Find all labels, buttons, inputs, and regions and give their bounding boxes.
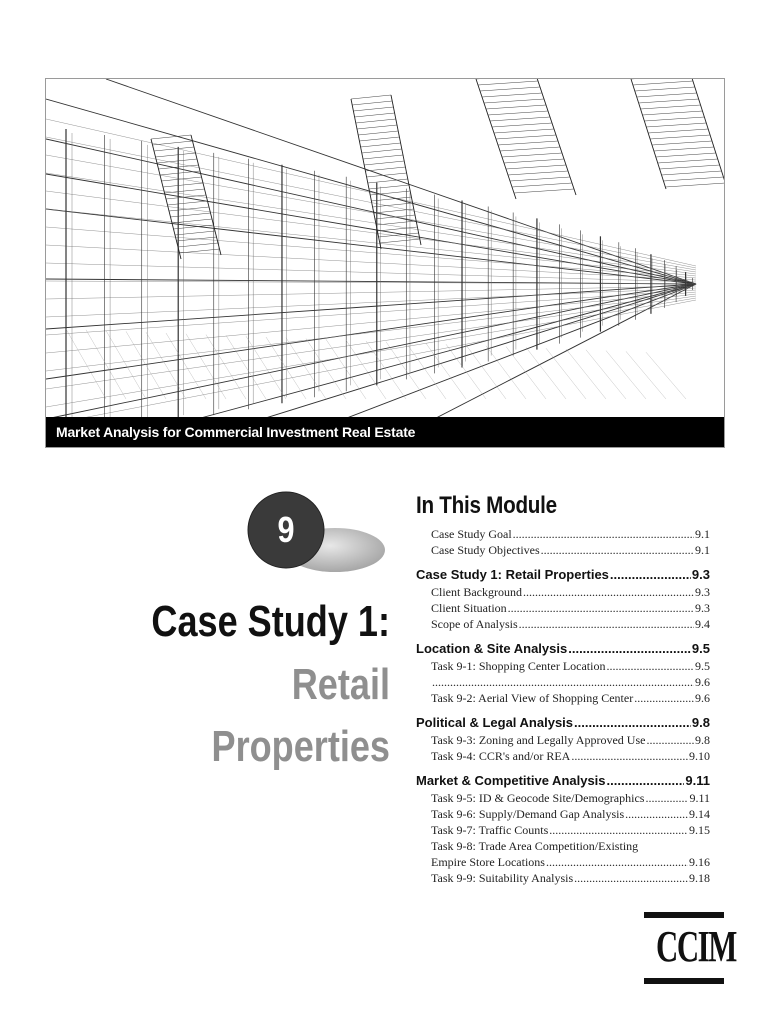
toc-entry-label: Case Study Goal xyxy=(431,527,512,541)
toc-entry xyxy=(416,542,710,558)
page-title-line3: Properties xyxy=(211,722,390,771)
toc-entry-label: Case Study Objectives xyxy=(431,543,540,557)
leader-dots xyxy=(645,790,688,806)
leader-dots xyxy=(625,806,688,822)
toc-entry-page: 9.4 xyxy=(695,617,710,631)
toc-entry xyxy=(416,600,710,616)
toc-entry-page: 9.14 xyxy=(689,807,710,821)
toc-entry-label: Scope of Analysis xyxy=(431,617,518,631)
toc-entry-page: 9.8 xyxy=(695,733,710,747)
toc-entry-label: Task 9-6: Supply/Demand Gap Analysis xyxy=(431,807,625,821)
toc-entry-label: Task 9-7: Traffic Counts xyxy=(431,823,549,837)
leader-dots xyxy=(610,566,691,584)
toc-entry-label: Client Background xyxy=(431,585,522,599)
leader-dots xyxy=(519,616,694,632)
toc-entry xyxy=(416,790,710,806)
toc-section-label: Location & Site Analysis xyxy=(416,641,568,656)
toc-entry xyxy=(416,806,710,822)
page-title-line2: Retail xyxy=(291,660,390,709)
toc-section-page: 9.3 xyxy=(691,567,710,582)
toc-section-label: Political & Legal Analysis xyxy=(416,715,574,730)
toc-section-page: 9.11 xyxy=(685,773,710,788)
chapter-number: 9 xyxy=(277,509,295,550)
toc-section-label: Case Study 1: Retail Properties xyxy=(416,567,609,582)
toc-entry-page: 9.1 xyxy=(695,543,710,557)
toc-entry xyxy=(416,526,710,542)
leader-dots xyxy=(634,690,694,706)
toc-entry-page: 9.18 xyxy=(689,871,710,885)
toc-entry xyxy=(416,822,710,838)
toc-entry xyxy=(416,616,710,632)
table-of-contents xyxy=(416,492,710,886)
toc-entry-page: 9.11 xyxy=(689,791,710,805)
leader-dots xyxy=(546,854,688,870)
cover-illustration xyxy=(45,78,725,448)
toc-entry xyxy=(416,854,710,870)
toc-entry-label: Empire Store Locations xyxy=(431,855,545,869)
toc-section xyxy=(416,714,710,732)
toc-entry-label: Task 9-9: Suitability Analysis xyxy=(431,871,574,885)
leader-dots xyxy=(568,640,691,658)
toc-entry xyxy=(416,584,710,600)
leader-dots xyxy=(574,714,691,732)
toc-entry-page: 9.16 xyxy=(689,855,710,869)
toc-entry xyxy=(416,732,710,748)
toc-section xyxy=(416,640,710,658)
leader-dots xyxy=(549,822,688,838)
series-banner: Market Analysis for Commercial Investment Real Estate xyxy=(46,417,724,447)
toc-entry-label: Task 9-3: Zoning and Legally Approved Use xyxy=(431,733,646,747)
toc-entry xyxy=(416,748,710,764)
toc-entry xyxy=(416,870,710,886)
logo-text: CCIM xyxy=(656,922,736,971)
toc-section-label: Market & Competitive Analysis xyxy=(416,773,606,788)
leader-dots xyxy=(541,542,694,558)
toc-section-page: 9.5 xyxy=(691,641,710,656)
leader-dots xyxy=(571,748,688,764)
building-wireframe-image xyxy=(46,79,725,448)
leader-dots xyxy=(646,732,694,748)
leader-dots xyxy=(508,600,694,616)
toc-entry-page: 9.10 xyxy=(689,749,710,763)
toc-entry-label: Task 9-8: Trade Area Competition/Existing xyxy=(431,839,639,853)
toc-entry-page: 9.1 xyxy=(695,527,710,541)
toc-section xyxy=(416,566,710,584)
toc-entry-page: 9.3 xyxy=(695,601,710,615)
toc-entry-page: 9.6 xyxy=(695,675,710,689)
toc-entry-page: 9.6 xyxy=(695,691,710,705)
page-title-line1: Case Study 1: xyxy=(151,597,390,646)
leader-dots xyxy=(574,870,688,886)
toc-entry-label: Task 9-2: Aerial View of Shopping Center xyxy=(431,691,634,705)
leader-dots xyxy=(606,658,694,674)
toc-entry xyxy=(416,838,710,854)
ccim-logo xyxy=(644,912,736,984)
leader-dots xyxy=(513,526,694,542)
leader-dots xyxy=(607,772,685,790)
toc-section-page: 9.8 xyxy=(691,715,710,730)
toc-entry-page: 9.5 xyxy=(695,659,710,673)
toc-entry-label: Client Situation xyxy=(431,601,507,615)
leader-dots xyxy=(432,674,694,690)
toc-entry-page: 9.3 xyxy=(695,585,710,599)
toc-section xyxy=(416,772,710,790)
toc-entry-label: Task 9-1: Shopping Center Location xyxy=(431,659,606,673)
toc-entry-page: 9.15 xyxy=(689,823,710,837)
toc-entry-label: Task 9-5: ID & Geocode Site/Demographics xyxy=(431,791,645,805)
toc-entry xyxy=(416,690,710,706)
toc-entry-label: Task 9-4: CCR's and/or REA xyxy=(431,749,571,763)
toc-entry xyxy=(416,674,710,690)
leader-dots xyxy=(523,584,694,600)
toc-entry xyxy=(416,658,710,674)
toc-heading: In This Module xyxy=(416,492,557,519)
